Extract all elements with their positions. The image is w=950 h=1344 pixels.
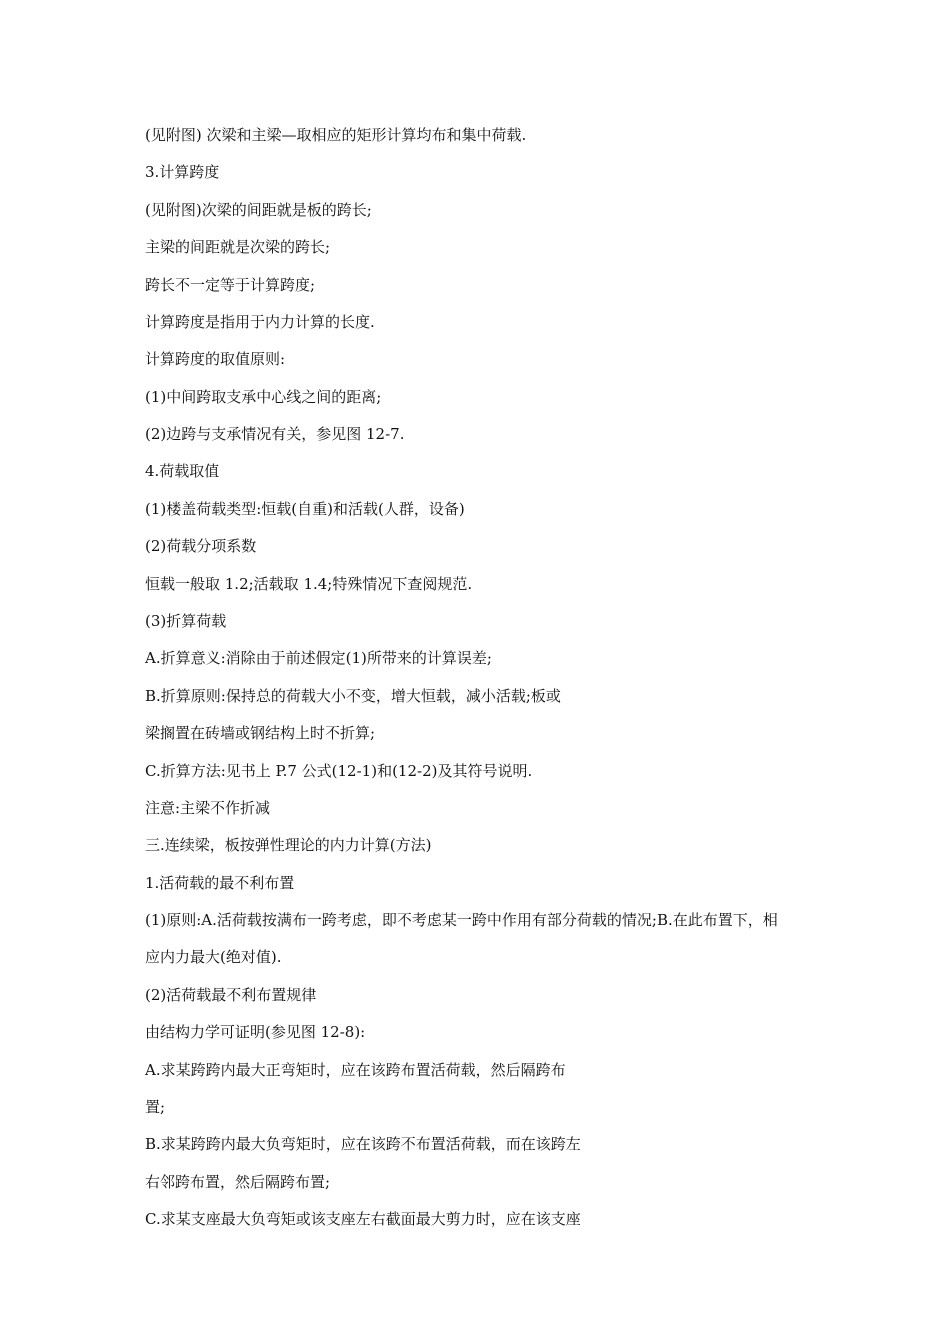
section-heading: 三.连续梁，板按弹性理论的内力计算(方法) xyxy=(145,836,432,854)
text-line: 跨长不一定等于计算跨度; xyxy=(145,276,316,294)
text-line: 梁搁置在砖墙或钢结构上时不折算; xyxy=(145,724,376,742)
text-line: 由结构力学可证明(参见图 12-8): xyxy=(145,1023,366,1041)
section-heading: 4.荷载取值 xyxy=(145,462,220,480)
text-line: (1)中间跨取支承中心线之间的距离; xyxy=(145,388,382,406)
text-line: (见附图)次梁的间距就是板的跨长; xyxy=(145,201,372,219)
text-line: (2)荷载分项系数 xyxy=(145,537,257,555)
text-line: 置; xyxy=(145,1098,166,1116)
section-heading: 1.活荷载的最不利布置 xyxy=(145,874,295,892)
text-line: A.折算意义:消除由于前述假定(1)所带来的计算误差; xyxy=(145,649,492,667)
text-line: C.求某支座最大负弯矩或该支座左右截面最大剪力时，应在该支座 xyxy=(145,1210,581,1228)
text-line: (见附图) 次梁和主梁—取相应的矩形计算均布和集中荷载. xyxy=(145,126,527,144)
text-line: (2)活荷载最不利布置规律 xyxy=(145,986,317,1004)
section-heading: 3.计算跨度 xyxy=(145,163,220,181)
text-line: 计算跨度是指用于内力计算的长度. xyxy=(145,313,375,331)
text-line: C.折算方法:见书上 P.7 公式(12-1)和(12-2)及其符号说明. xyxy=(145,762,533,780)
text-line: 应内力最大(绝对值). xyxy=(145,948,282,966)
text-line: B.折算原则:保持总的荷载大小不变，增大恒载，减小活载;板或 xyxy=(145,687,561,705)
text-line: (1)楼盖荷载类型:恒载(自重)和活载(人群，设备) xyxy=(145,500,465,518)
text-line: 注意:主梁不作折减 xyxy=(145,799,271,817)
text-line: 恒载一般取 1.2;活载取 1.4;特殊情况下查阅规范. xyxy=(145,575,473,593)
text-line: 计算跨度的取值原则: xyxy=(145,350,286,368)
text-line: B.求某跨跨内最大负弯矩时，应在该跨不布置活荷载，而在该跨左 xyxy=(145,1135,581,1153)
text-line: (2)边跨与支承情况有关，参见图 12-7. xyxy=(145,425,405,443)
text-line: 主梁的间距就是次梁的跨长; xyxy=(145,238,331,256)
text-line: A.求某跨跨内最大正弯矩时，应在该跨布置活荷载，然后隔跨布 xyxy=(145,1061,566,1079)
text-line: (1)原则:A.活荷载按满布一跨考虑，即不考虑某一跨中作用有部分荷载的情况;B.在此布置下，相 xyxy=(145,911,778,929)
text-line: (3)折算荷载 xyxy=(145,612,227,630)
text-line: 右邻跨布置，然后隔跨布置; xyxy=(145,1173,331,1191)
